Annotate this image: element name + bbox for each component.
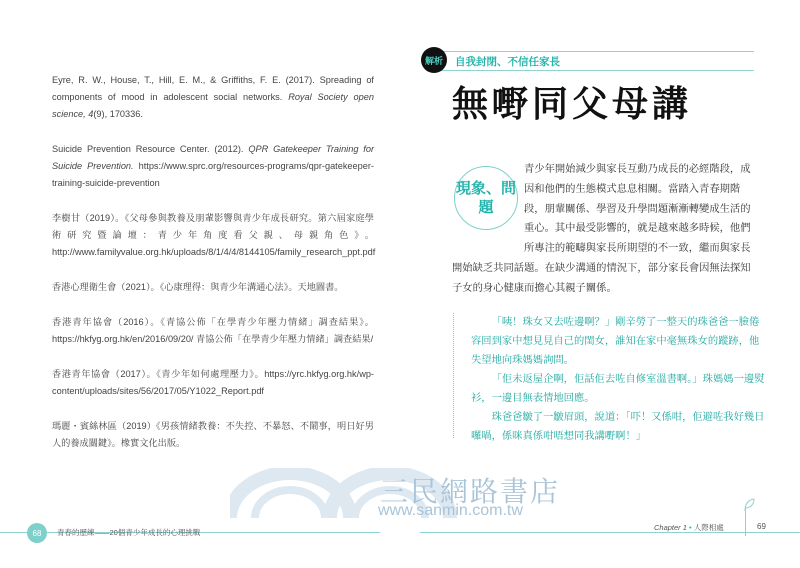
reference-item: 李樹甘（2019）。《父母參與教養及朋輩影響與青少年成長研究。第六屆家庭學術研究暨論壇：青少年角度看父親、母親角色》。http://www.familyvalue.org.hk/uploads/8/1/4/4/8144105/family_research_ppt.pdf	[52, 213, 376, 257]
reference-item: Suicide Prevention Resource Center. (2012). QPR Gatekeeper Training for Suicide Prevention. https://www.sprc.org/resources-programs/qpr-gatekeeper-training-suicide-prevention	[52, 144, 375, 188]
chapter-footer: Chapter 1 • 人際相處	[654, 523, 724, 532]
page-number-left: 68	[27, 523, 47, 543]
book-title-footer: 青春的歷練——20個青少年成長的心理挑戰	[57, 528, 201, 537]
page-number-right: 69	[757, 522, 766, 531]
reference-item: 香港青年協會（2016）。《青協公佈「在學青少年壓力情緒」調查結果》。https://hkfyg.org.hk/en/2016/09/20/ 青協公佈「在學青少年壓力情緒」調查結果/	[52, 317, 374, 344]
footer-rule-right	[420, 532, 800, 533]
story-paragraph: 珠爸爸皺了一皺眉頭，說道：「吓！又係咁，佢避咗我好幾日囉喎，係咪真係咁唔想同我講嘢啊！」	[471, 412, 765, 442]
sprout-icon	[738, 496, 758, 512]
reference-list	[52, 72, 374, 470]
analysis-badge: 解析	[421, 47, 447, 73]
story-paragraph: 「咦！珠女又去咗邊啊？」剛辛勞了一整天的珠爸爸一臉倦容回到家中想見見自己的閨女，誰知在家中毫無珠女的蹤跡，他失望地向珠媽媽詢問。	[471, 317, 760, 366]
watermark-text: 三民網路書店	[380, 476, 561, 507]
reference-item: 香港心理衛生會（2021）。《心康理得：與青少年溝通心法》。天地圖書。	[52, 282, 344, 292]
phenomenon-circle-label: 現象、問題	[454, 166, 518, 230]
watermark-url: www.sanmin.com.tw	[378, 502, 523, 519]
reference-item: Eyre, R. W., House, T., Hill, E. M., & Griffiths, F. E. (2017). Spreading of components of mood in adolescent social networks. Royal Society open science, 4(9), 170336.	[52, 75, 374, 119]
story-block	[453, 313, 767, 442]
reference-item: 瑪麗・賓絲林區（2019）《男孩情緒教養：不失控、不暴怒、不鬧事，明日好男人的養成關鍵》。橡實文化出版。	[52, 421, 374, 448]
intro-paragraph: 青少年開始減少與家長互動乃成長的必經階段，成因和他們的生態模式息息相關。當踏入青春期階段，朋輩關係、學習及升學問題漸漸轉變成生活的重心。其中最受影響的，就是越來越多時候，他們所專注的範疇與家長所期望的不一致，繼而與家長開始缺乏共同話題。在缺少溝通的情況下，部分家長會因無法探知子女的身心健康而擔心其親子關係。	[452, 164, 751, 294]
story-paragraph: 「佢未返屋企啊，佢話佢去咗自修室溫書啊。」珠媽媽一邊熨衫，一邊目無表情地回應。	[471, 374, 765, 404]
footer-divider	[745, 508, 746, 536]
reference-item: 香港青年協會（2017）。《青少年如何處理壓力》。https://yrc.hkfyg.org.hk/wp-content/uploads/sites/56/2017/05/Y1022_Report.pdf	[52, 369, 374, 396]
page-title: 無嘢同父母講	[452, 83, 693, 124]
section-subtitle: 自我封閉、不信任家長	[455, 56, 560, 68]
